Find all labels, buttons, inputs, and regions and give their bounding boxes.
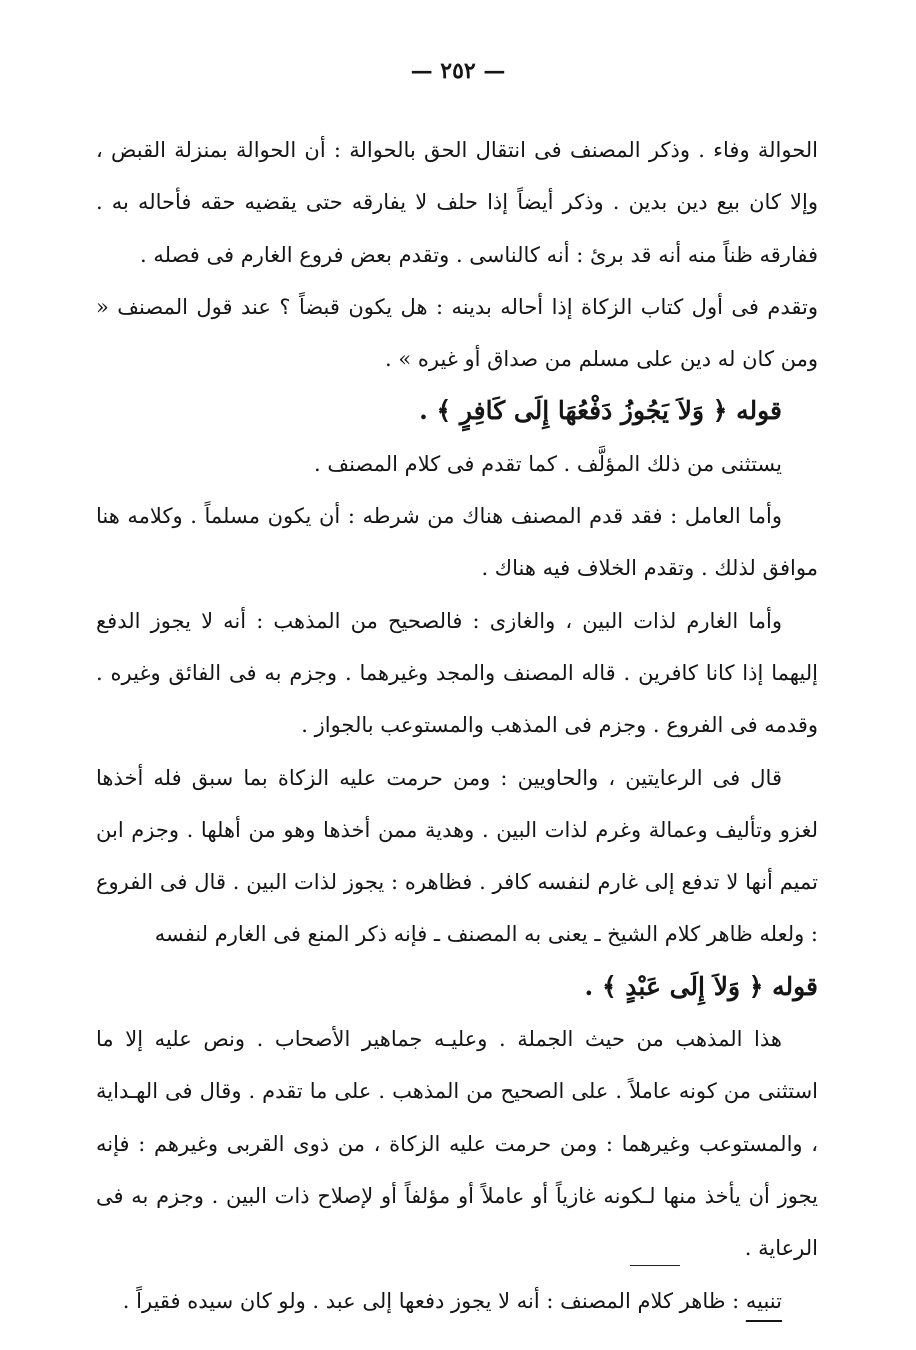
paragraph-4: وأما العامل : فقد قدم المصنف هناك من شرطه : أن يكون مسلماً . وكلامه هنا موافق لذلك . وتقدم الخلاف فيه هناك .: [96, 504, 818, 581]
paragraph-6: قال فى الرعايتين ، والحاويين : ومن حرمت عليه الزكاة بما سبق فله أخذها لغزو وتأليف وعمالة وغرم لذات البين . وهدية ممن أخذها وهو من أهلها . وجزم ابن تميم أنها لا تدفع إلى غارم لنفسه كافر . فظاهره : يجوز لذات البين . قال فى الفروع : ولعله ظاهر كلام الشيخ ـ يعنى به المصنف ـ فإنه ذكر المنع فى الغارم لنفسه: [96, 765, 818, 947]
note-label: تنبيه: [745, 1288, 782, 1313]
paragraph-1: الحوالة وفاء . وذكر المصنف فى انتقال الحق بالحوالة : أن الحوالة بمنزلة القبض ، وإلا كان بيع دين بدين . وذكر أيضاً إذا حلف لا يفارقه حتى يقضيه حقه فأحاله به . ففارقه ظناً منه أنه قد برئ : أنه كالناسى . وتقدم بعض فروع الغارم فى فصله .: [96, 138, 818, 267]
body-text: [96, 124, 818, 1327]
heading-kafir: [96, 385, 818, 437]
paragraph-3: يستثنى من ذلك المؤلَّف . كما تقدم فى كلام المصنف .: [314, 451, 782, 476]
heading-suffix: .: [419, 396, 428, 426]
footnote-rule: [630, 1265, 680, 1266]
paragraph-2: وتقدم فى أول كتاب الزكاة إذا أحاله بدينه : هل يكون قبضاً ؟ عند قول المصنف « ومن كان له دين على مسلم من صداق أو غيره » .: [96, 294, 818, 372]
note-text: : ظاهر كلام المصنف : أنه لا يجوز دفعها إلى عبد . ولو كان سيده فقيراً .: [122, 1288, 740, 1313]
paragraph-5: وأما الغارم لذات البين ، والغازى : فالصحيح من المذهب : أنه لا يجوز الدفع إليهما إذا كانا كافرين . قاله المصنف والمجد وغيرهما . وجزم به فى الفائق وغيره . وقدمه فى الفروع . وجزم فى المذهب والمستوعب بالجواز .: [96, 608, 818, 738]
note-paragraph: [96, 1275, 818, 1327]
heading-verse: ﴿ وَلاَ يَجُوزُ دَفْعُهَا إِلَى كَافِرٍ ﴾: [436, 396, 728, 426]
heading-verse: ﴿ وَلاَ إِلَى عَبْدٍ ﴾: [601, 971, 764, 1001]
paragraph-7: هذا المذهب من حيث الجملة . وعليـه جماهير الأصحاب . ونص عليه إلا ما استثنى من كونه عاملاً . على الصحيح من المذهب . على ما تقدم . وقال فى الهـداية ، والمستوعب وغيرهما : ومن حرمت عليه الزكاة ، من ذوى القربى وغيرهم : فإنه يجوز أن يأخذ منها لـكونه غازياً أو عاملاً أو مؤلفاً أو لإصلاح ذات البين . وجزم به فى الرعاية .: [96, 1027, 818, 1261]
heading-abd: [96, 961, 818, 1013]
heading-suffix: .: [584, 971, 594, 1001]
heading-prefix: قوله: [772, 971, 818, 1001]
heading-prefix: قوله: [736, 396, 782, 426]
page-number: — ٢٥٢ —: [410, 58, 506, 84]
